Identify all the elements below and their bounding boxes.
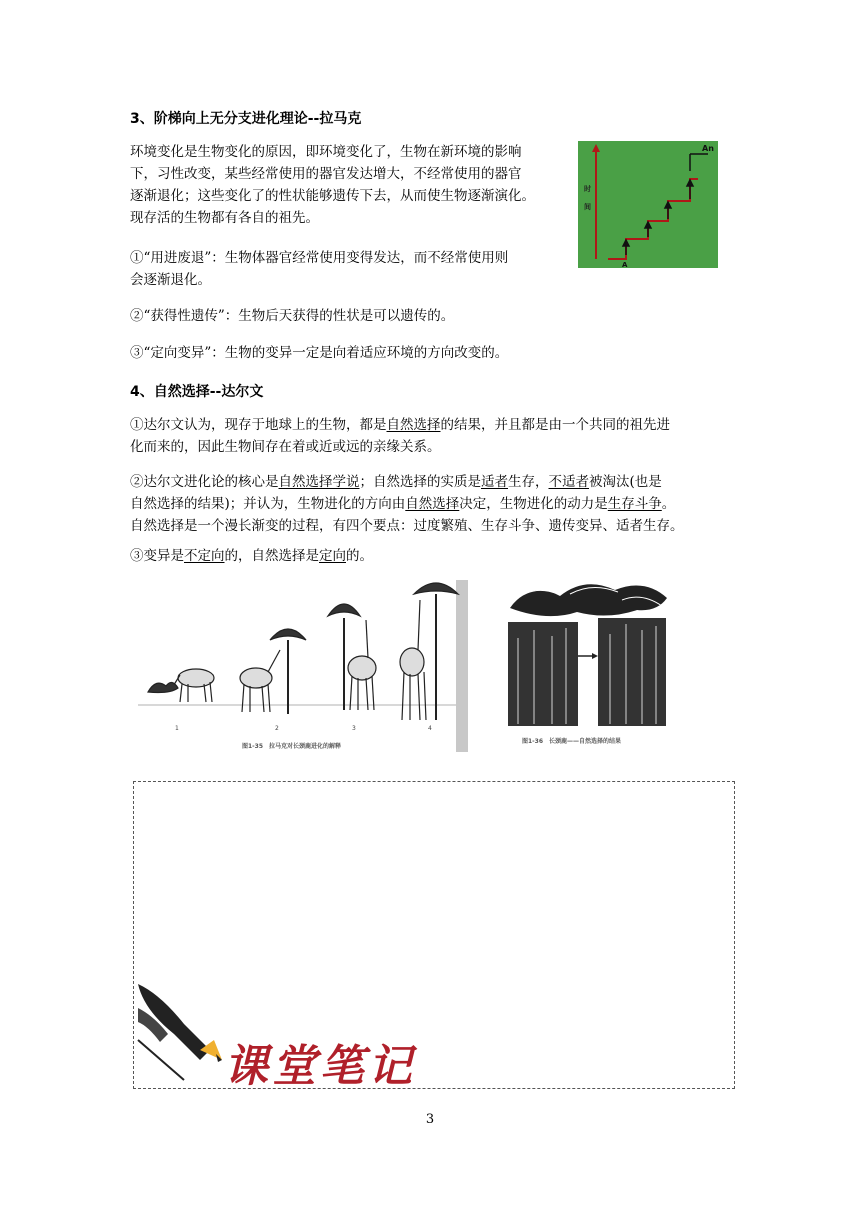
- text-line: 下，习性改变，某些经常使用的器官发达增大，不经常使用的器官: [130, 166, 522, 182]
- text-line: 自然选择的结果)；并认为，生物进化的方向由自然选择决定，生物进化的动力是生存斗争。: [130, 496, 676, 512]
- page-number: 3: [425, 1112, 435, 1127]
- notes-title: 课堂笔记: [224, 1041, 416, 1092]
- section-4-heading: 4、自然选择--达尔文: [130, 384, 264, 400]
- text-line: 现存活的生物都有各自的祖先。: [130, 210, 319, 226]
- figure-number: 3: [352, 725, 356, 732]
- section-3-heading: 3、阶梯向上无分支进化理论--拉马克: [130, 111, 362, 127]
- point-directed-variation: ③“定向变异”：生物的变异一定是向着适应环境的方向改变的。: [130, 345, 509, 361]
- class-notes-box[interactable]: [133, 781, 735, 1092]
- left-figure-caption: 图1-35 拉马克对长颈鹿进化的解释: [242, 743, 342, 750]
- pen-icon: [134, 980, 226, 1086]
- natural-selection-illustration: [500, 578, 675, 738]
- text-line: ②达尔文进化论的核心是自然选择学说；自然选择的实质是适者生存，不适者被淘汰(也是: [130, 474, 662, 490]
- text-line: 化而来的，因此生物间存在着或近或远的亲缘关系。: [130, 439, 441, 455]
- axis-label-char: 间: [584, 203, 591, 211]
- section-3-paragraph: [130, 141, 570, 229]
- text-line: 环境变化是生物变化的原因，即环境变化了，生物在新环境的影响: [130, 144, 522, 160]
- right-figure-caption: 图1-36 长颈鹿——自然选择的结果: [522, 738, 622, 745]
- text-line: ①达尔文认为，现存于地球上的生物，都是自然选择的结果，并且都是由一个共同的祖先进: [130, 417, 670, 433]
- text-line: 自然选择是一个漫长渐变的过程，有四个要点：过度繁殖、生存斗争、遗传变异、适者生存。: [130, 518, 684, 534]
- figure-number: 2: [275, 725, 279, 732]
- lamarck-giraffe-illustration: [138, 580, 470, 752]
- text-line: 逐渐退化；这些变化了的性状能够遗传下去，从而使生物逐渐演化。: [130, 188, 535, 204]
- staircase-evolution-diagram: [578, 141, 718, 268]
- text-line: ①“用进废退”：生物体器官经常使用变得发达，而不经常使用则: [130, 250, 509, 266]
- darwin-paragraph-3: ③变异是不定向的，自然选择是定向的。: [130, 548, 373, 564]
- axis-label-char: 时: [584, 185, 591, 193]
- staircase-svg: [578, 141, 718, 268]
- text-line: 会逐渐退化。: [130, 272, 211, 288]
- lamarck-giraffe-figure: [138, 580, 470, 752]
- point-acquired-inheritance: ②“获得性遗传”：生物后天获得的性状是可以遗传的。: [130, 308, 455, 324]
- darwin-paragraph-2: [130, 471, 740, 537]
- figure-number: 4: [428, 725, 432, 732]
- bottom-label: A: [622, 261, 628, 268]
- natural-selection-figure: [500, 578, 675, 750]
- top-label: An: [702, 144, 714, 153]
- darwin-paragraph-1: [130, 414, 740, 458]
- figure-number: 1: [175, 725, 179, 732]
- point-use-disuse: [130, 247, 570, 291]
